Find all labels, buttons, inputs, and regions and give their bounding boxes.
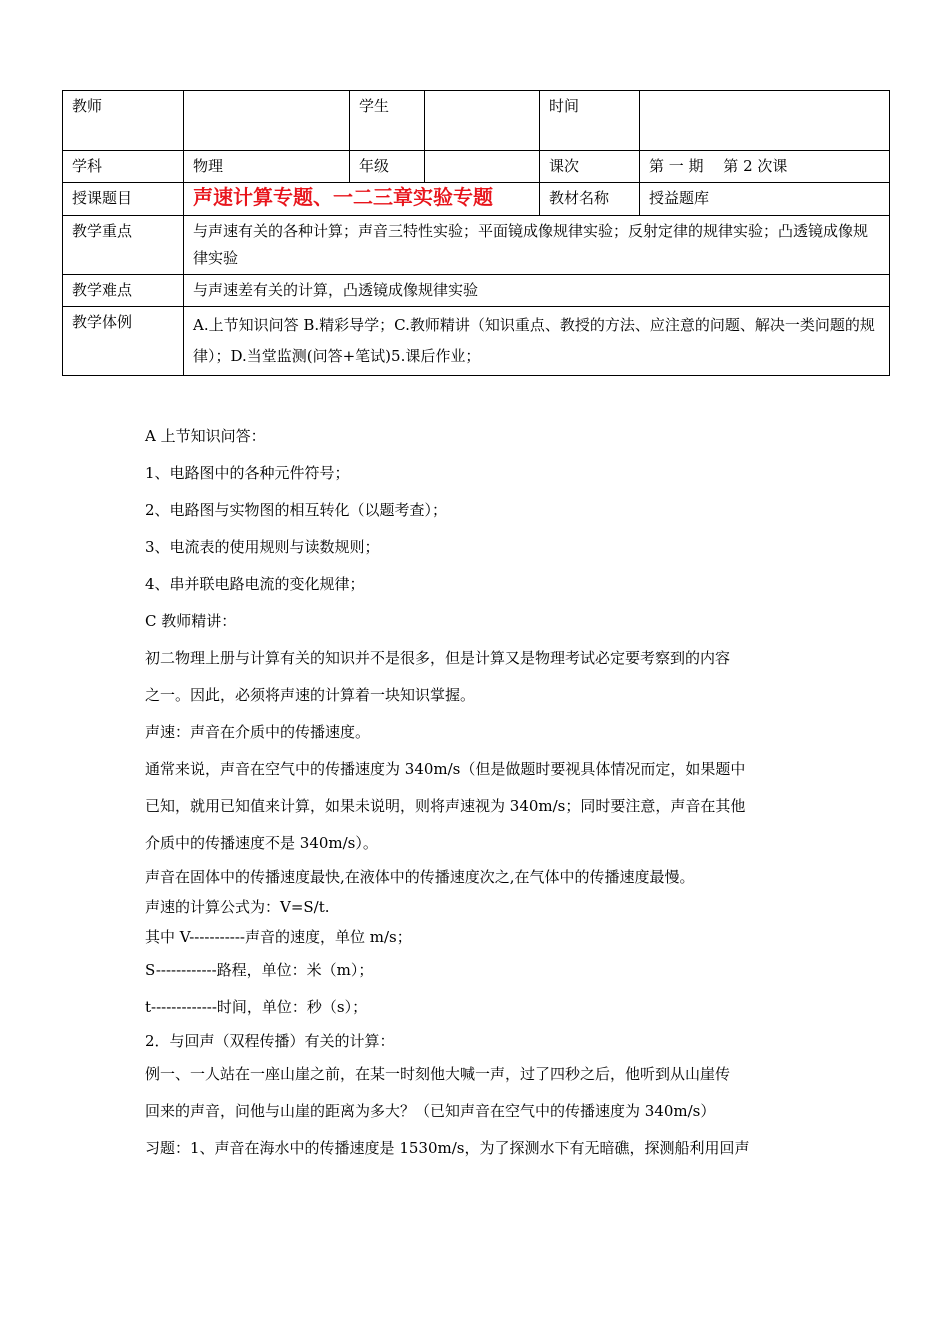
body-line: A 上节知识问答：	[145, 427, 266, 445]
body-line: 初二物理上册与计算有关的知识并不是很多，但是计算又是物理考试必定要考察到的内容	[145, 649, 731, 667]
lesson-label: 课次	[540, 151, 640, 183]
key-points-label: 教学重点	[63, 216, 184, 275]
subject-value: 物理	[184, 151, 350, 183]
method-value: A.上节知识问答 B.精彩导学；C.教师精讲（知识重点、教授的方法、应注意的问题、解决一类问题的规律）；D.当堂监测(问答+笔试)5.课后作业；	[184, 307, 890, 376]
table-row	[63, 307, 890, 376]
body-line: 1、电路图中的各种元件符号；	[145, 464, 350, 482]
difficulty-value: 与声速差有关的计算，凸透镜成像规律实验	[184, 275, 890, 307]
teacher-value	[184, 91, 350, 151]
table-row	[63, 216, 890, 275]
student-value	[425, 91, 540, 151]
body-line: 介质中的传播速度不是 340m/s）。	[145, 834, 378, 852]
body-line: 3、电流表的使用规则与读数规则；	[145, 538, 380, 556]
method-label: 教学体例	[63, 307, 184, 376]
difficulty-label: 教学难点	[63, 275, 184, 307]
table-row	[63, 91, 890, 151]
teacher-label: 教师	[63, 91, 184, 151]
body-line: 2．与回声（双程传播）有关的计算：	[145, 1032, 395, 1050]
grade-label: 年级	[350, 151, 425, 183]
body-line: 之一。因此，必须将声速的计算着一块知识掌握。	[145, 686, 476, 704]
table-row	[63, 151, 890, 183]
body-line: 其中 V-----------声音的速度，单位 m/s；	[145, 928, 412, 946]
body-line: C 教师精讲：	[145, 612, 237, 630]
body-line: 例一、一人站在一座山崖之前，在某一时刻他大喊一声，过了四秒之后，他听到从山崖传	[145, 1065, 731, 1083]
body-line: t-------------时间，单位：秒（s）；	[145, 998, 368, 1016]
grade-value	[425, 151, 540, 183]
topic-title: 声速计算专题、一二三章实验专题	[193, 185, 493, 209]
topic-label: 授课题目	[63, 183, 184, 216]
student-label: 学生	[350, 91, 425, 151]
lesson-value: 第 一 期 第 2 次课	[640, 151, 890, 183]
table-row	[63, 275, 890, 307]
body-line: 声速：声音在介质中的传播速度。	[145, 723, 371, 741]
key-points-value: 与声速有关的各种计算；声音三特性实验；平面镜成像规律实验；反射定律的规律实验；凸透镜成像规律实验	[184, 216, 890, 275]
textbook-label: 教材名称	[540, 183, 640, 216]
textbook-value: 授益题库	[640, 183, 890, 216]
time-label: 时间	[540, 91, 640, 151]
body-line: 声音在固体中的传播速度最快,在液体中的传播速度次之,在气体中的传播速度最慢。	[145, 868, 695, 886]
lesson-info-table	[62, 90, 890, 376]
subject-label: 学科	[63, 151, 184, 183]
body-line: 回来的声音，问他与山崖的距离为多大？（已知声音在空气中的传播速度为 340m/s）	[145, 1102, 716, 1120]
lesson-body	[145, 418, 810, 1167]
body-line: 4、串并联电路电流的变化规律；	[145, 575, 365, 593]
body-line: S------------路程，单位：米（m）；	[145, 961, 374, 979]
body-line: 习题：1、声音在海水中的传播速度是 1530m/s，为了探测水下有无暗礁，探测船利用回声	[145, 1139, 750, 1157]
body-line: 声速的计算公式为：V=S/t.	[145, 898, 330, 916]
body-line: 2、电路图与实物图的相互转化（以题考查）；	[145, 501, 448, 519]
topic-value-cell	[184, 183, 540, 216]
time-value	[640, 91, 890, 151]
body-line: 已知，就用已知值来计算，如果未说明，则将声速视为 340m/s；同时要注意，声音在其他	[145, 797, 746, 815]
body-line: 通常来说，声音在空气中的传播速度为 340m/s（但是做题时要视具体情况而定，如果题中	[145, 760, 746, 778]
table-row	[63, 183, 890, 216]
